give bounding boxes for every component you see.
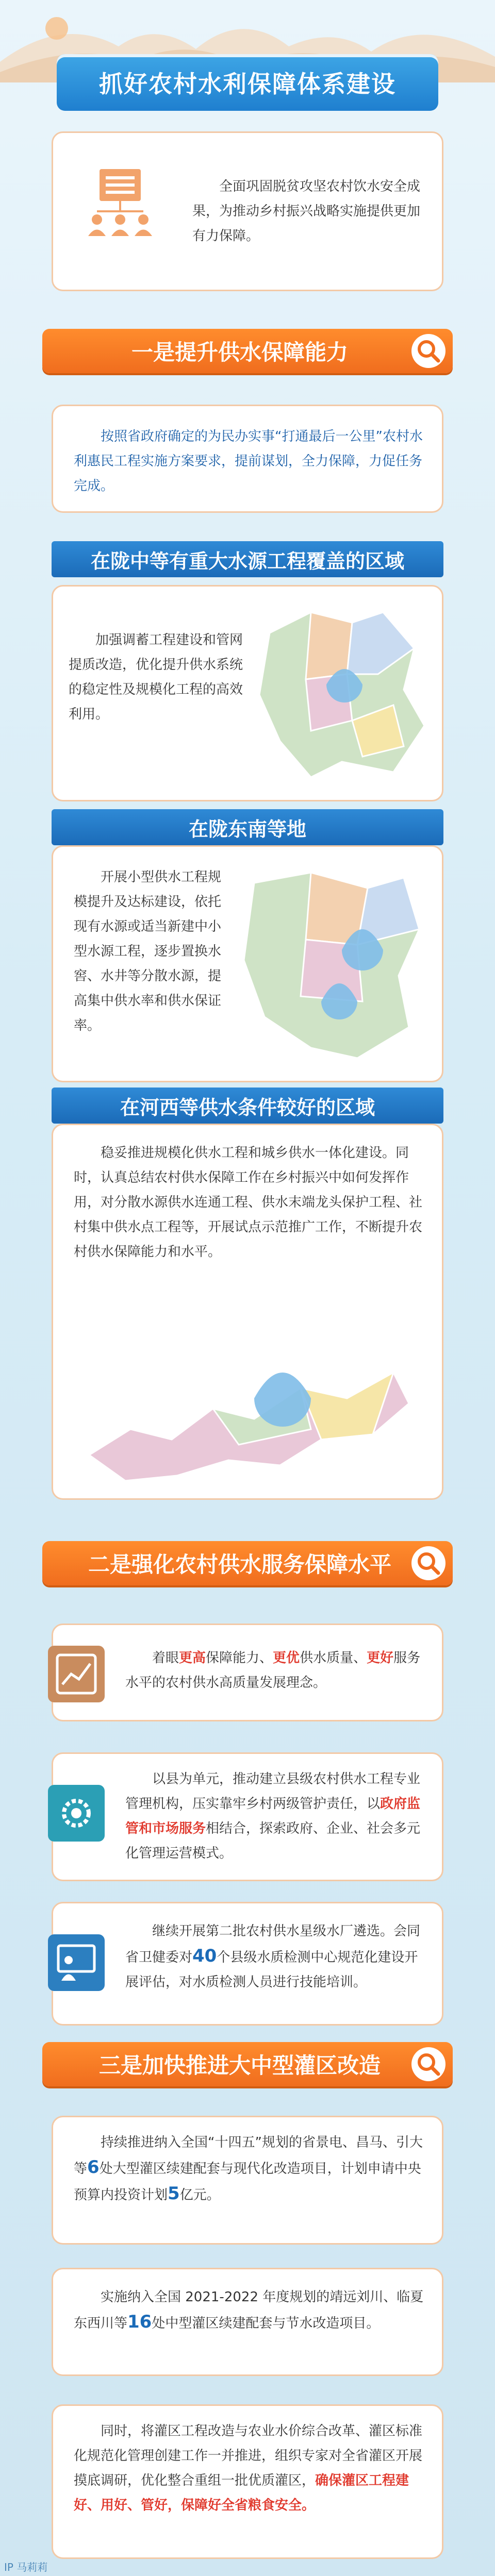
section3-heading-bar <box>42 2042 453 2086</box>
section3-item1-text: 持续推进纳入全国“十四五”规划的省景电、昌马、引大等6处大型灌区续建配套与现代化改造项目，计划申请中央预算内投资计划5亿元。 <box>74 2135 423 2204</box>
magnifier-icon <box>411 1546 446 1580</box>
people-list-icon <box>84 164 156 241</box>
highlight-gov-market: 政府监管和市场服务 <box>125 1796 421 1836</box>
sub3-card <box>52 1124 443 1500</box>
magnifier-icon <box>411 334 446 368</box>
section2-heading-bar <box>42 1541 453 1585</box>
section2-item2-card <box>52 1752 443 1881</box>
main-title-banner <box>57 54 438 111</box>
sub2-text: 开展小型供水工程规模提升及达标建设，依托现有水源或适当新建中小型水源工程，逐步置换水窖、水井等分散水源，提高集中供水率和供水保证率。 <box>74 869 222 1033</box>
presentation-icon <box>48 1934 105 1991</box>
highlight-better: 更优 <box>273 1650 300 1666</box>
section2-item2-text: 以县为单元，推动建立县级农村供水工程专业管理机构，压实靠牢乡村两级管护责任，以政府监管和市场服务相结合，探索政府、企业、社会多元化管理运营模式。 <box>125 1771 421 1861</box>
sub2-heading: 在陇东南等地 <box>188 817 306 841</box>
sub1-card <box>52 585 443 801</box>
section2-item1-card <box>52 1624 443 1721</box>
section2-item1-text: 着眼更高保障能力、更优供水质量、更好服务水平的农村供水高质量发展理念。 <box>125 1650 421 1691</box>
section3-item2-card <box>52 2268 443 2376</box>
section2-heading: 二是强化农村供水服务保障水平 <box>88 1552 391 1577</box>
highlight-40: 40 <box>192 1946 217 1966</box>
highlight-16: 16 <box>127 2312 152 2332</box>
intro-card <box>52 131 443 291</box>
main-title: 抓好农村水利保障体系建设 <box>99 70 396 98</box>
section1-lead-card <box>52 405 443 513</box>
sub1-heading: 在陇中等有重大水源工程覆盖的区域 <box>90 549 404 573</box>
magnifier-icon <box>411 2047 446 2081</box>
highlight-ensure: 确保灌区工程建好、用好、管好，保障好全省粮食安全。 <box>74 2473 409 2513</box>
sub3-text: 稳妥推进规模化供水工程和城乡供水一体化建设。同时，认真总结农村供水保障工作在乡村振兴中如何发挥作用，对分散水源供水连通工程、供水末端龙头保护工程、社村集中供水点工程等，开展试点示范推广工作，不断提升农村供水保障能力和水平。 <box>74 1145 423 1260</box>
highlight-higher: 更高 <box>179 1650 206 1666</box>
section1-lead-text: 按照省政府确定的为民办实事“打通最后一公里”农村水利惠民工程实施方案要求，提前谋划，全力保障，力促任务完成。 <box>74 429 423 494</box>
section3-item3-card <box>52 2404 443 2559</box>
section2-item3-card <box>52 1902 443 2026</box>
section1-heading: 一是提升供水保障能力 <box>131 340 348 365</box>
sub2-card <box>52 845 443 1082</box>
highlight-5: 5 <box>168 2183 180 2204</box>
sub1-text: 加强调蓄工程建设和管网提质改造，优化提升供水系统的稳定性及规模化工程的高效利用。 <box>69 632 243 722</box>
sub3-heading: 在河西等供水条件较好的区域 <box>120 1096 375 1119</box>
section3-heading: 三是加快推进大中型灌区改造 <box>98 2053 381 2078</box>
region-map-image <box>249 602 435 788</box>
section3-item2-text: 实施纳入全国 2021-2022 年度规划的靖远刘川、临夏东西川等16处中型灌区续建配套与节水改造项目。 <box>74 2289 424 2332</box>
intro-text: 全面巩固脱贫攻坚农村饮水安全成果，为推动乡村振兴战略实施提供更加有力保障。 <box>192 179 421 244</box>
highlight-best: 更好 <box>367 1650 394 1666</box>
hexi-map-image <box>84 1352 414 1486</box>
sub1-heading-bar <box>52 541 443 577</box>
chart-trend-icon <box>48 1646 105 1702</box>
section3-item1-card <box>52 2116 443 2245</box>
section3-item3-text: 同时，将灌区工程改造与农业水价综合改革、灌区标准化规范化管理创建工作一并推进，组织专家对全省灌区开展摸底调研，优化整合重组一批优质灌区，确保灌区工程建好、用好、管好，保障好全省粮食安全。 <box>74 2423 423 2513</box>
gear-icon <box>48 1785 105 1842</box>
highlight-6: 6 <box>87 2157 100 2178</box>
watermark: IP 马莉莉 <box>4 2561 48 2573</box>
section2-item3-text: 继续开展第二批农村供水星级水厂遴选。会同省卫健委对40个县级水质检测中心规范化建设开展评估，对水质检测人员进行技能培训。 <box>125 1923 421 1990</box>
region-map-image-2 <box>234 862 430 1068</box>
sub2-heading-bar <box>52 809 443 845</box>
sub3-heading-bar <box>52 1088 443 1124</box>
section1-heading-bar <box>42 329 453 373</box>
